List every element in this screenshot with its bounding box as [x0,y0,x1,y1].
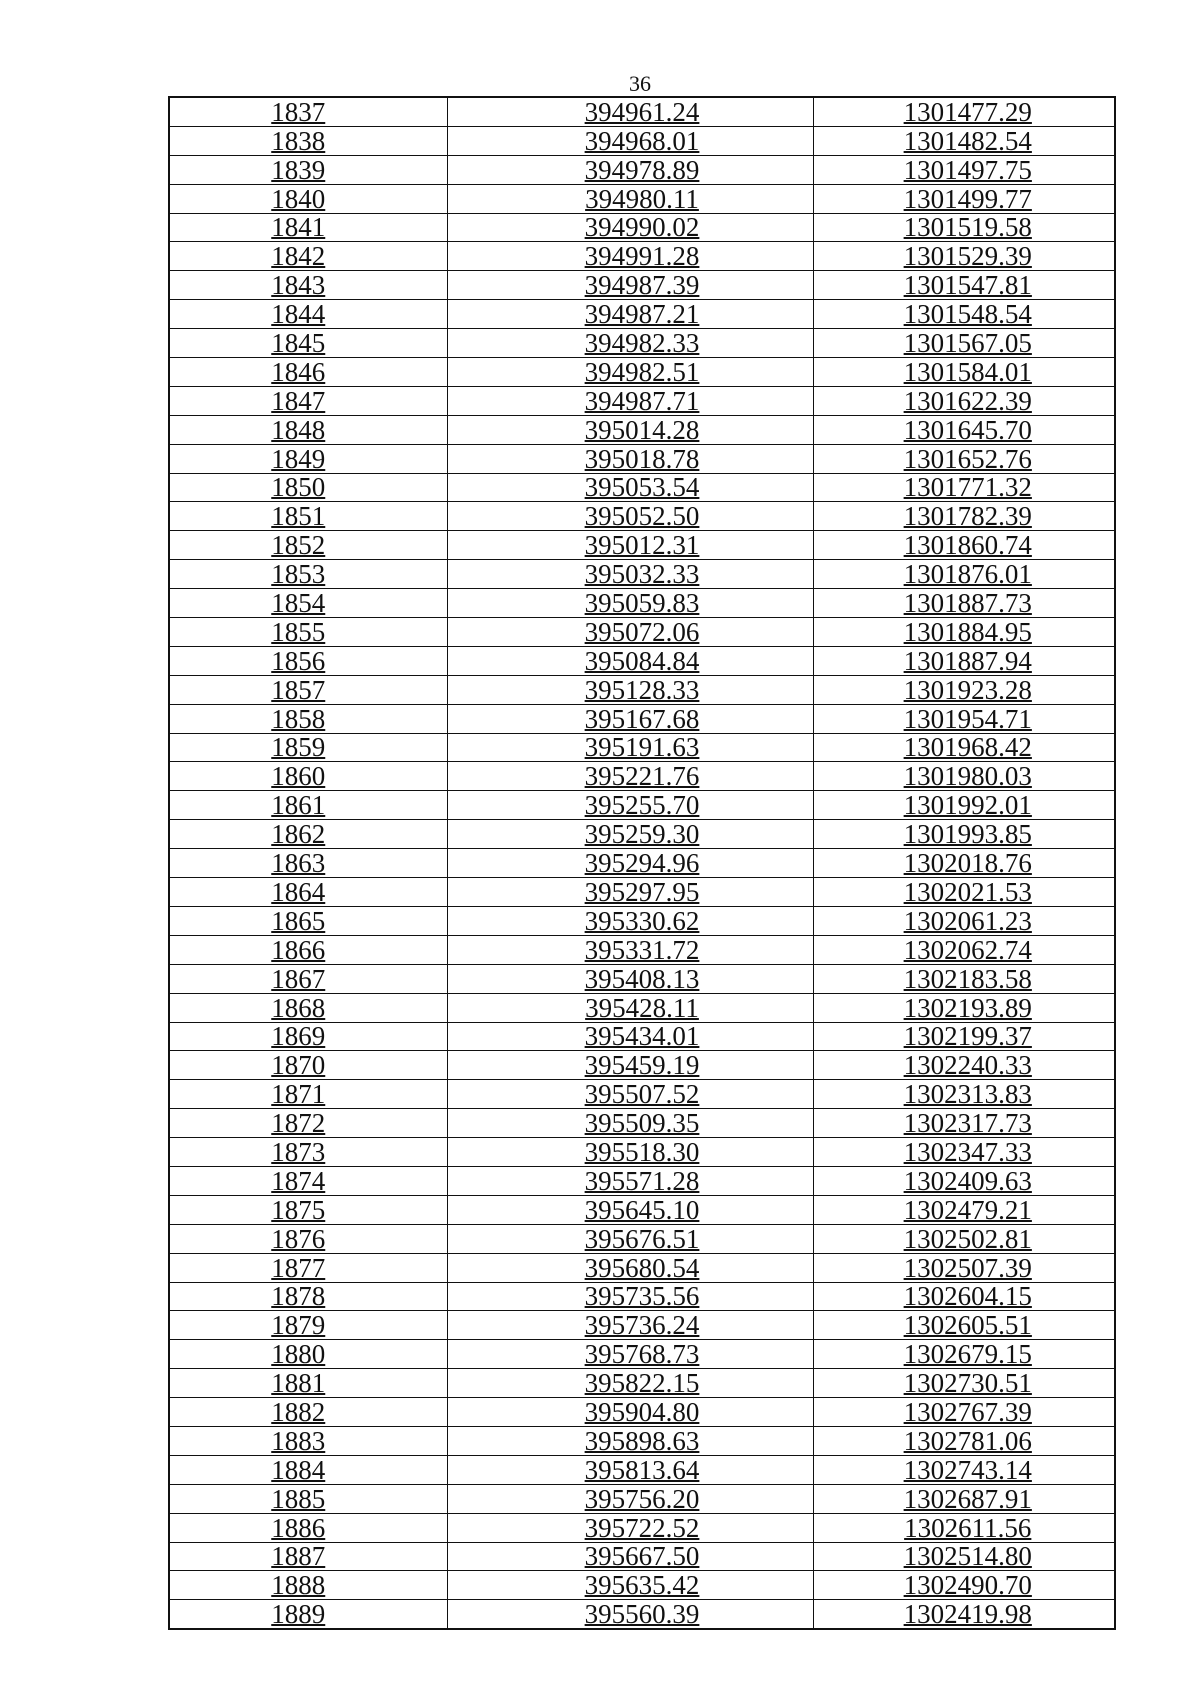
x-coordinate-cell: 395191.63 [447,733,813,762]
table-row [169,675,1115,704]
point-number-cell: 1856 [169,646,447,675]
y-coordinate-cell: 1302611.56 [813,1513,1115,1542]
point-number-cell: 1848 [169,415,447,444]
x-coordinate-cell: 395167.68 [447,704,813,733]
point-number-cell: 1861 [169,791,447,820]
y-coordinate-cell: 1301584.01 [813,358,1115,387]
y-coordinate-cell: 1301497.75 [813,155,1115,184]
x-coordinate-cell: 395722.52 [447,1513,813,1542]
x-coordinate-cell: 395428.11 [447,993,813,1022]
point-number-cell: 1881 [169,1369,447,1398]
x-coordinate-cell: 395084.84 [447,646,813,675]
table-row [169,97,1115,126]
point-number-cell: 1850 [169,473,447,502]
point-number-cell: 1843 [169,271,447,300]
x-coordinate-cell: 395676.51 [447,1224,813,1253]
table-row [169,820,1115,849]
table-row [169,935,1115,964]
table-row [169,155,1115,184]
point-number-cell: 1865 [169,906,447,935]
y-coordinate-cell: 1301782.39 [813,502,1115,531]
y-coordinate-cell: 1302490.70 [813,1571,1115,1600]
point-number-cell: 1872 [169,1109,447,1138]
y-coordinate-cell: 1302193.89 [813,993,1115,1022]
x-coordinate-cell: 395052.50 [447,502,813,531]
point-number-cell: 1841 [169,213,447,242]
point-number-cell: 1878 [169,1282,447,1311]
point-number-cell: 1867 [169,964,447,993]
coordinates-table-body [169,97,1115,1629]
x-coordinate-cell: 395459.19 [447,1051,813,1080]
table-row [169,1571,1115,1600]
table-row [169,1022,1115,1051]
table-row [169,1224,1115,1253]
point-number-cell: 1880 [169,1340,447,1369]
table-row [169,242,1115,271]
x-coordinate-cell: 395898.63 [447,1426,813,1455]
x-coordinate-cell: 394968.01 [447,126,813,155]
table-row [169,1051,1115,1080]
y-coordinate-cell: 1301968.42 [813,733,1115,762]
y-coordinate-cell: 1302018.76 [813,849,1115,878]
table-row [169,1253,1115,1282]
point-number-cell: 1840 [169,184,447,213]
y-coordinate-cell: 1301887.94 [813,646,1115,675]
table-row [169,1311,1115,1340]
y-coordinate-cell: 1301887.73 [813,589,1115,618]
table-row [169,964,1115,993]
y-coordinate-cell: 1301567.05 [813,329,1115,358]
y-coordinate-cell: 1301980.03 [813,762,1115,791]
point-number-cell: 1842 [169,242,447,271]
x-coordinate-cell: 395434.01 [447,1022,813,1051]
table-row [169,560,1115,589]
point-number-cell: 1852 [169,531,447,560]
y-coordinate-cell: 1301992.01 [813,791,1115,820]
point-number-cell: 1857 [169,675,447,704]
y-coordinate-cell: 1301529.39 [813,242,1115,271]
x-coordinate-cell: 395297.95 [447,878,813,907]
table-row [169,993,1115,1022]
table-row [169,646,1115,675]
x-coordinate-cell: 395255.70 [447,791,813,820]
point-number-cell: 1846 [169,358,447,387]
point-number-cell: 1854 [169,589,447,618]
y-coordinate-cell: 1302605.51 [813,1311,1115,1340]
y-coordinate-cell: 1301519.58 [813,213,1115,242]
x-coordinate-cell: 395331.72 [447,935,813,964]
coordinates-table [168,96,1116,1630]
point-number-cell: 1886 [169,1513,447,1542]
y-coordinate-cell: 1301860.74 [813,531,1115,560]
x-coordinate-cell: 395053.54 [447,473,813,502]
point-number-cell: 1847 [169,386,447,415]
y-coordinate-cell: 1302514.80 [813,1542,1115,1571]
table-row [169,849,1115,878]
point-number-cell: 1851 [169,502,447,531]
table-row [169,300,1115,329]
point-number-cell: 1845 [169,329,447,358]
table-row [169,1195,1115,1224]
point-number-cell: 1860 [169,762,447,791]
point-number-cell: 1874 [169,1166,447,1195]
point-number-cell: 1870 [169,1051,447,1080]
point-number-cell: 1873 [169,1138,447,1167]
y-coordinate-cell: 1301499.77 [813,184,1115,213]
point-number-cell: 1844 [169,300,447,329]
point-number-cell: 1882 [169,1398,447,1427]
table-row [169,329,1115,358]
x-coordinate-cell: 395509.35 [447,1109,813,1138]
x-coordinate-cell: 395560.39 [447,1600,813,1629]
y-coordinate-cell: 1301547.81 [813,271,1115,300]
y-coordinate-cell: 1301622.39 [813,386,1115,415]
table-row [169,1426,1115,1455]
y-coordinate-cell: 1302419.98 [813,1600,1115,1629]
x-coordinate-cell: 395408.13 [447,964,813,993]
table-row [169,444,1115,473]
y-coordinate-cell: 1302604.15 [813,1282,1115,1311]
y-coordinate-cell: 1302183.58 [813,964,1115,993]
point-number-cell: 1853 [169,560,447,589]
y-coordinate-cell: 1302687.91 [813,1484,1115,1513]
table-row [169,1542,1115,1571]
x-coordinate-cell: 395059.83 [447,589,813,618]
x-coordinate-cell: 395032.33 [447,560,813,589]
y-coordinate-cell: 1301884.95 [813,618,1115,647]
point-number-cell: 1859 [169,733,447,762]
x-coordinate-cell: 394961.24 [447,97,813,126]
point-number-cell: 1864 [169,878,447,907]
y-coordinate-cell: 1301876.01 [813,560,1115,589]
point-number-cell: 1877 [169,1253,447,1282]
point-number-cell: 1879 [169,1311,447,1340]
y-coordinate-cell: 1302199.37 [813,1022,1115,1051]
x-coordinate-cell: 395072.06 [447,618,813,647]
y-coordinate-cell: 1301954.71 [813,704,1115,733]
x-coordinate-cell: 395635.42 [447,1571,813,1600]
y-coordinate-cell: 1301652.76 [813,444,1115,473]
y-coordinate-cell: 1301645.70 [813,415,1115,444]
point-number-cell: 1871 [169,1080,447,1109]
point-number-cell: 1837 [169,97,447,126]
y-coordinate-cell: 1302240.33 [813,1051,1115,1080]
table-row [169,358,1115,387]
y-coordinate-cell: 1302679.15 [813,1340,1115,1369]
y-coordinate-cell: 1302743.14 [813,1455,1115,1484]
y-coordinate-cell: 1302502.81 [813,1224,1115,1253]
table-row [169,1138,1115,1167]
y-coordinate-cell: 1301482.54 [813,126,1115,155]
y-coordinate-cell: 1302479.21 [813,1195,1115,1224]
x-coordinate-cell: 394990.02 [447,213,813,242]
table-row [169,184,1115,213]
y-coordinate-cell: 1302347.33 [813,1138,1115,1167]
point-number-cell: 1876 [169,1224,447,1253]
y-coordinate-cell: 1301923.28 [813,675,1115,704]
x-coordinate-cell: 395330.62 [447,906,813,935]
table-row [169,1109,1115,1138]
x-coordinate-cell: 395735.56 [447,1282,813,1311]
point-number-cell: 1884 [169,1455,447,1484]
y-coordinate-cell: 1302061.23 [813,906,1115,935]
x-coordinate-cell: 395014.28 [447,415,813,444]
x-coordinate-cell: 395645.10 [447,1195,813,1224]
table-row [169,1455,1115,1484]
point-number-cell: 1849 [169,444,447,473]
x-coordinate-cell: 395518.30 [447,1138,813,1167]
x-coordinate-cell: 395221.76 [447,762,813,791]
table-row [169,1166,1115,1195]
x-coordinate-cell: 394991.28 [447,242,813,271]
table-row [169,1080,1115,1109]
point-number-cell: 1885 [169,1484,447,1513]
y-coordinate-cell: 1302021.53 [813,878,1115,907]
x-coordinate-cell: 395018.78 [447,444,813,473]
point-number-cell: 1889 [169,1600,447,1629]
table-row [169,271,1115,300]
table-row [169,1600,1115,1629]
y-coordinate-cell: 1301548.54 [813,300,1115,329]
y-coordinate-cell: 1301477.29 [813,97,1115,126]
x-coordinate-cell: 395507.52 [447,1080,813,1109]
table-row [169,1282,1115,1311]
y-coordinate-cell: 1301993.85 [813,820,1115,849]
x-coordinate-cell: 395294.96 [447,849,813,878]
point-number-cell: 1883 [169,1426,447,1455]
point-number-cell: 1839 [169,155,447,184]
table-row [169,386,1115,415]
page-number: 36 [629,71,651,96]
y-coordinate-cell: 1302781.06 [813,1426,1115,1455]
table-row [169,531,1115,560]
x-coordinate-cell: 395667.50 [447,1542,813,1571]
x-coordinate-cell: 395012.31 [447,531,813,560]
x-coordinate-cell: 395813.64 [447,1455,813,1484]
x-coordinate-cell: 395571.28 [447,1166,813,1195]
point-number-cell: 1888 [169,1571,447,1600]
x-coordinate-cell: 394987.21 [447,300,813,329]
table-row [169,1369,1115,1398]
table-row [169,1513,1115,1542]
x-coordinate-cell: 394982.51 [447,358,813,387]
table-row [169,791,1115,820]
table-row [169,906,1115,935]
point-number-cell: 1858 [169,704,447,733]
point-number-cell: 1863 [169,849,447,878]
x-coordinate-cell: 394982.33 [447,329,813,358]
y-coordinate-cell: 1302409.63 [813,1166,1115,1195]
table-row [169,473,1115,502]
table-row [169,502,1115,531]
y-coordinate-cell: 1302767.39 [813,1398,1115,1427]
y-coordinate-cell: 1302313.83 [813,1080,1115,1109]
x-coordinate-cell: 394978.89 [447,155,813,184]
table-row [169,1484,1115,1513]
x-coordinate-cell: 395822.15 [447,1369,813,1398]
x-coordinate-cell: 395259.30 [447,820,813,849]
table-row [169,415,1115,444]
table-row [169,1340,1115,1369]
y-coordinate-cell: 1302730.51 [813,1369,1115,1398]
x-coordinate-cell: 395768.73 [447,1340,813,1369]
point-number-cell: 1855 [169,618,447,647]
point-number-cell: 1869 [169,1022,447,1051]
x-coordinate-cell: 395680.54 [447,1253,813,1282]
point-number-cell: 1875 [169,1195,447,1224]
table-row [169,618,1115,647]
y-coordinate-cell: 1302317.73 [813,1109,1115,1138]
y-coordinate-cell: 1301771.32 [813,473,1115,502]
point-number-cell: 1887 [169,1542,447,1571]
x-coordinate-cell: 394980.11 [447,184,813,213]
y-coordinate-cell: 1302507.39 [813,1253,1115,1282]
x-coordinate-cell: 395736.24 [447,1311,813,1340]
point-number-cell: 1838 [169,126,447,155]
point-number-cell: 1862 [169,820,447,849]
y-coordinate-cell: 1302062.74 [813,935,1115,964]
table-row [169,733,1115,762]
x-coordinate-cell: 394987.39 [447,271,813,300]
x-coordinate-cell: 395756.20 [447,1484,813,1513]
x-coordinate-cell: 395128.33 [447,675,813,704]
x-coordinate-cell: 395904.80 [447,1398,813,1427]
point-number-cell: 1868 [169,993,447,1022]
table-row [169,878,1115,907]
x-coordinate-cell: 394987.71 [447,386,813,415]
table-row [169,589,1115,618]
table-row [169,762,1115,791]
table-row [169,1398,1115,1427]
table-row [169,126,1115,155]
table-row [169,213,1115,242]
point-number-cell: 1866 [169,935,447,964]
table-row [169,704,1115,733]
